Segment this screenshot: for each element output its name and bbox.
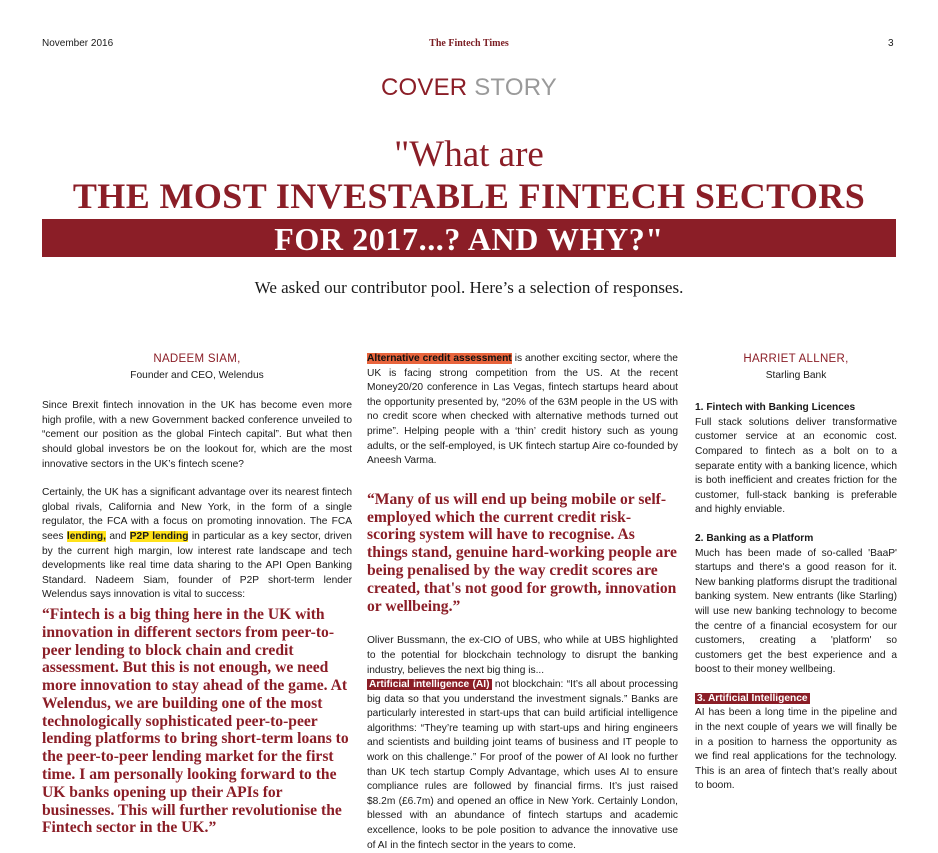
headline-line2: THE MOST INVESTABLE FINTECH SECTORS [72,176,866,216]
author-role: Starling Bank [765,369,827,381]
column-3 [695,352,897,794]
highlight-p2p-lending: P2P lending [129,530,189,542]
pull-quote: “Fintech is a big thing here in the UK with innovation in different sectors from peer-to-peer lending to block chain and credit assessment. But this is not enough, we need more innovation to stay ahead of the game. At Welendus, we are building one of the most technologically sophisticated peer-to-peer lending platforms to bring short-term loans to the peer-to-peer lending market for the first time. I am personally looking forward to the UK banks opening up their APIs for businesses. This will further revolutionise the Fintech sector in the UK.” [42,605,349,837]
text-run: not blockchain: “It’s all about processing big data so that you understand the investment signals.” Banks are particularly interested in start-ups that can build artificial intelligence algorithms: “They’re teaming up with start-ups and hiring engineers and scientists and building joint teams of business and IT people to work on this challenge.” For proof of the power of AI look no further than UK tech startup Comply Advantage, which uses AI to ensure compliance rules are followed by financial firms. It’s just raised $8.2m (£6.7m) and opened an office in New York. Certainly London, blessed with an abundance of fintech startups and academic excellence, looks to be pole position to advance the innovative use of AI in the fintech sector in the years to come. [367,679,678,851]
headline-line1: "What are [394,134,544,175]
highlight-alternative-credit: Alternative credit assessment [367,353,512,364]
highlight-lending: lending, [66,530,106,542]
subheading-wrap [695,692,897,707]
subheading: 1. Fintech with Banking Licences [695,402,856,414]
paragraph: Oliver Bussmann, the ex-CIO of UBS, who while at UBS highlighted to the potential for blockchain technology to disrupt the banking industry, believes the next big thing is... [367,635,678,676]
section-label [0,74,938,102]
text-run: is another exciting sector, where the UK is facing strong competition from the US. At the recent Money20/20 conference in Las Vegas, fintech startups heard about the opportunity presented by, “20% of the 63M people in the US with no credit score when checked with alternative methods turned out prime”. Helping people with a ‘thin’ credit history such as young adults, or the self-employed, is UK fintech startup Aire co-founded by Aneesh Varma. [367,353,678,467]
author-name: HARRIET ALLNER, [743,353,849,365]
highlight-ai: Artificial intelligence (AI) [369,679,490,691]
text-run: in particular as a key sector, driven by the current high margin, low interest rate landscape and tech developments like real time data sharing to the API Open Banking Standard. Nadeem Siam, founder of P2P short-term lender Welendus says innovation is vital to success: [42,530,352,601]
publication-name: The Fintech Times [429,38,509,49]
headline-line3: FOR 2017...? AND WHY?" [274,221,664,257]
paragraph: Full stack solutions deliver transformative customer service at an economic cost. Compared to fintech as a bolt on to a separate entity with a banking licence, which is both inefficient and creates friction for the customer, full-stack banking is preferable and highly enviable. [695,416,897,516]
text-run: and [109,530,127,542]
section-label-word2: STORY [474,74,558,101]
issue-date: November 2016 [42,38,114,49]
paragraph: Since Brexit fintech innovation in the UK has become even more high profile, with a new Government backed conference unveiled to “cement our position as the global Fintech capital”. But what then should global investors be on the lookout for, which are the most innovative sectors in the UK’s fintech scene? [42,400,352,470]
paragraph: Much has been made of so-called 'BaaP' startups and there's a good reason for it. New banking platforms disrupt the traditional banking system. New entrants (like Starling) will use new banking technology to become the centre of a financial ecosystem for our customers, creating a 'platform' so customers get the best experience and a boost to their money wellbeing. [695,547,897,676]
paragraph: AI has been a long time in the pipeline and in the next couple of years we will finally be in a position to harness the opportunity as we find real applications for the technology. This is an area of fintech that’s really about to boom. [695,707,897,792]
paragraph [367,352,678,469]
text-run: Certainly, the UK has a significant advantage over its nearest fintech global rivals, California and New York, in the form of a single regulator, the FCA with a focus on promoting innovation. The FCA sees [42,487,352,542]
paragraph [367,678,678,853]
author-role: Founder and CEO, Welendus [130,369,264,381]
page-number: 3 [888,38,894,49]
subheading: 2. Banking as a Platform [695,532,814,544]
column-1 [42,352,352,837]
subheading: 3. Artificial Intelligence [697,692,808,704]
column-2 [367,352,678,853]
author-name: NADEEM SIAM, [153,353,241,365]
paragraph [42,486,352,603]
subtitle: We asked our contributor pool. Here’s a selection of responses. [254,278,684,297]
pull-quote: “Many of us will end up being mobile or self-employed which the current credit risk-scoring system will have to recognise. As things stand, genuine hard-working people are being penalised by the way credit scores are created, that's not good for growth, innovation or wellbeing.” [367,490,677,615]
section-label-word1: COVER [380,74,468,101]
